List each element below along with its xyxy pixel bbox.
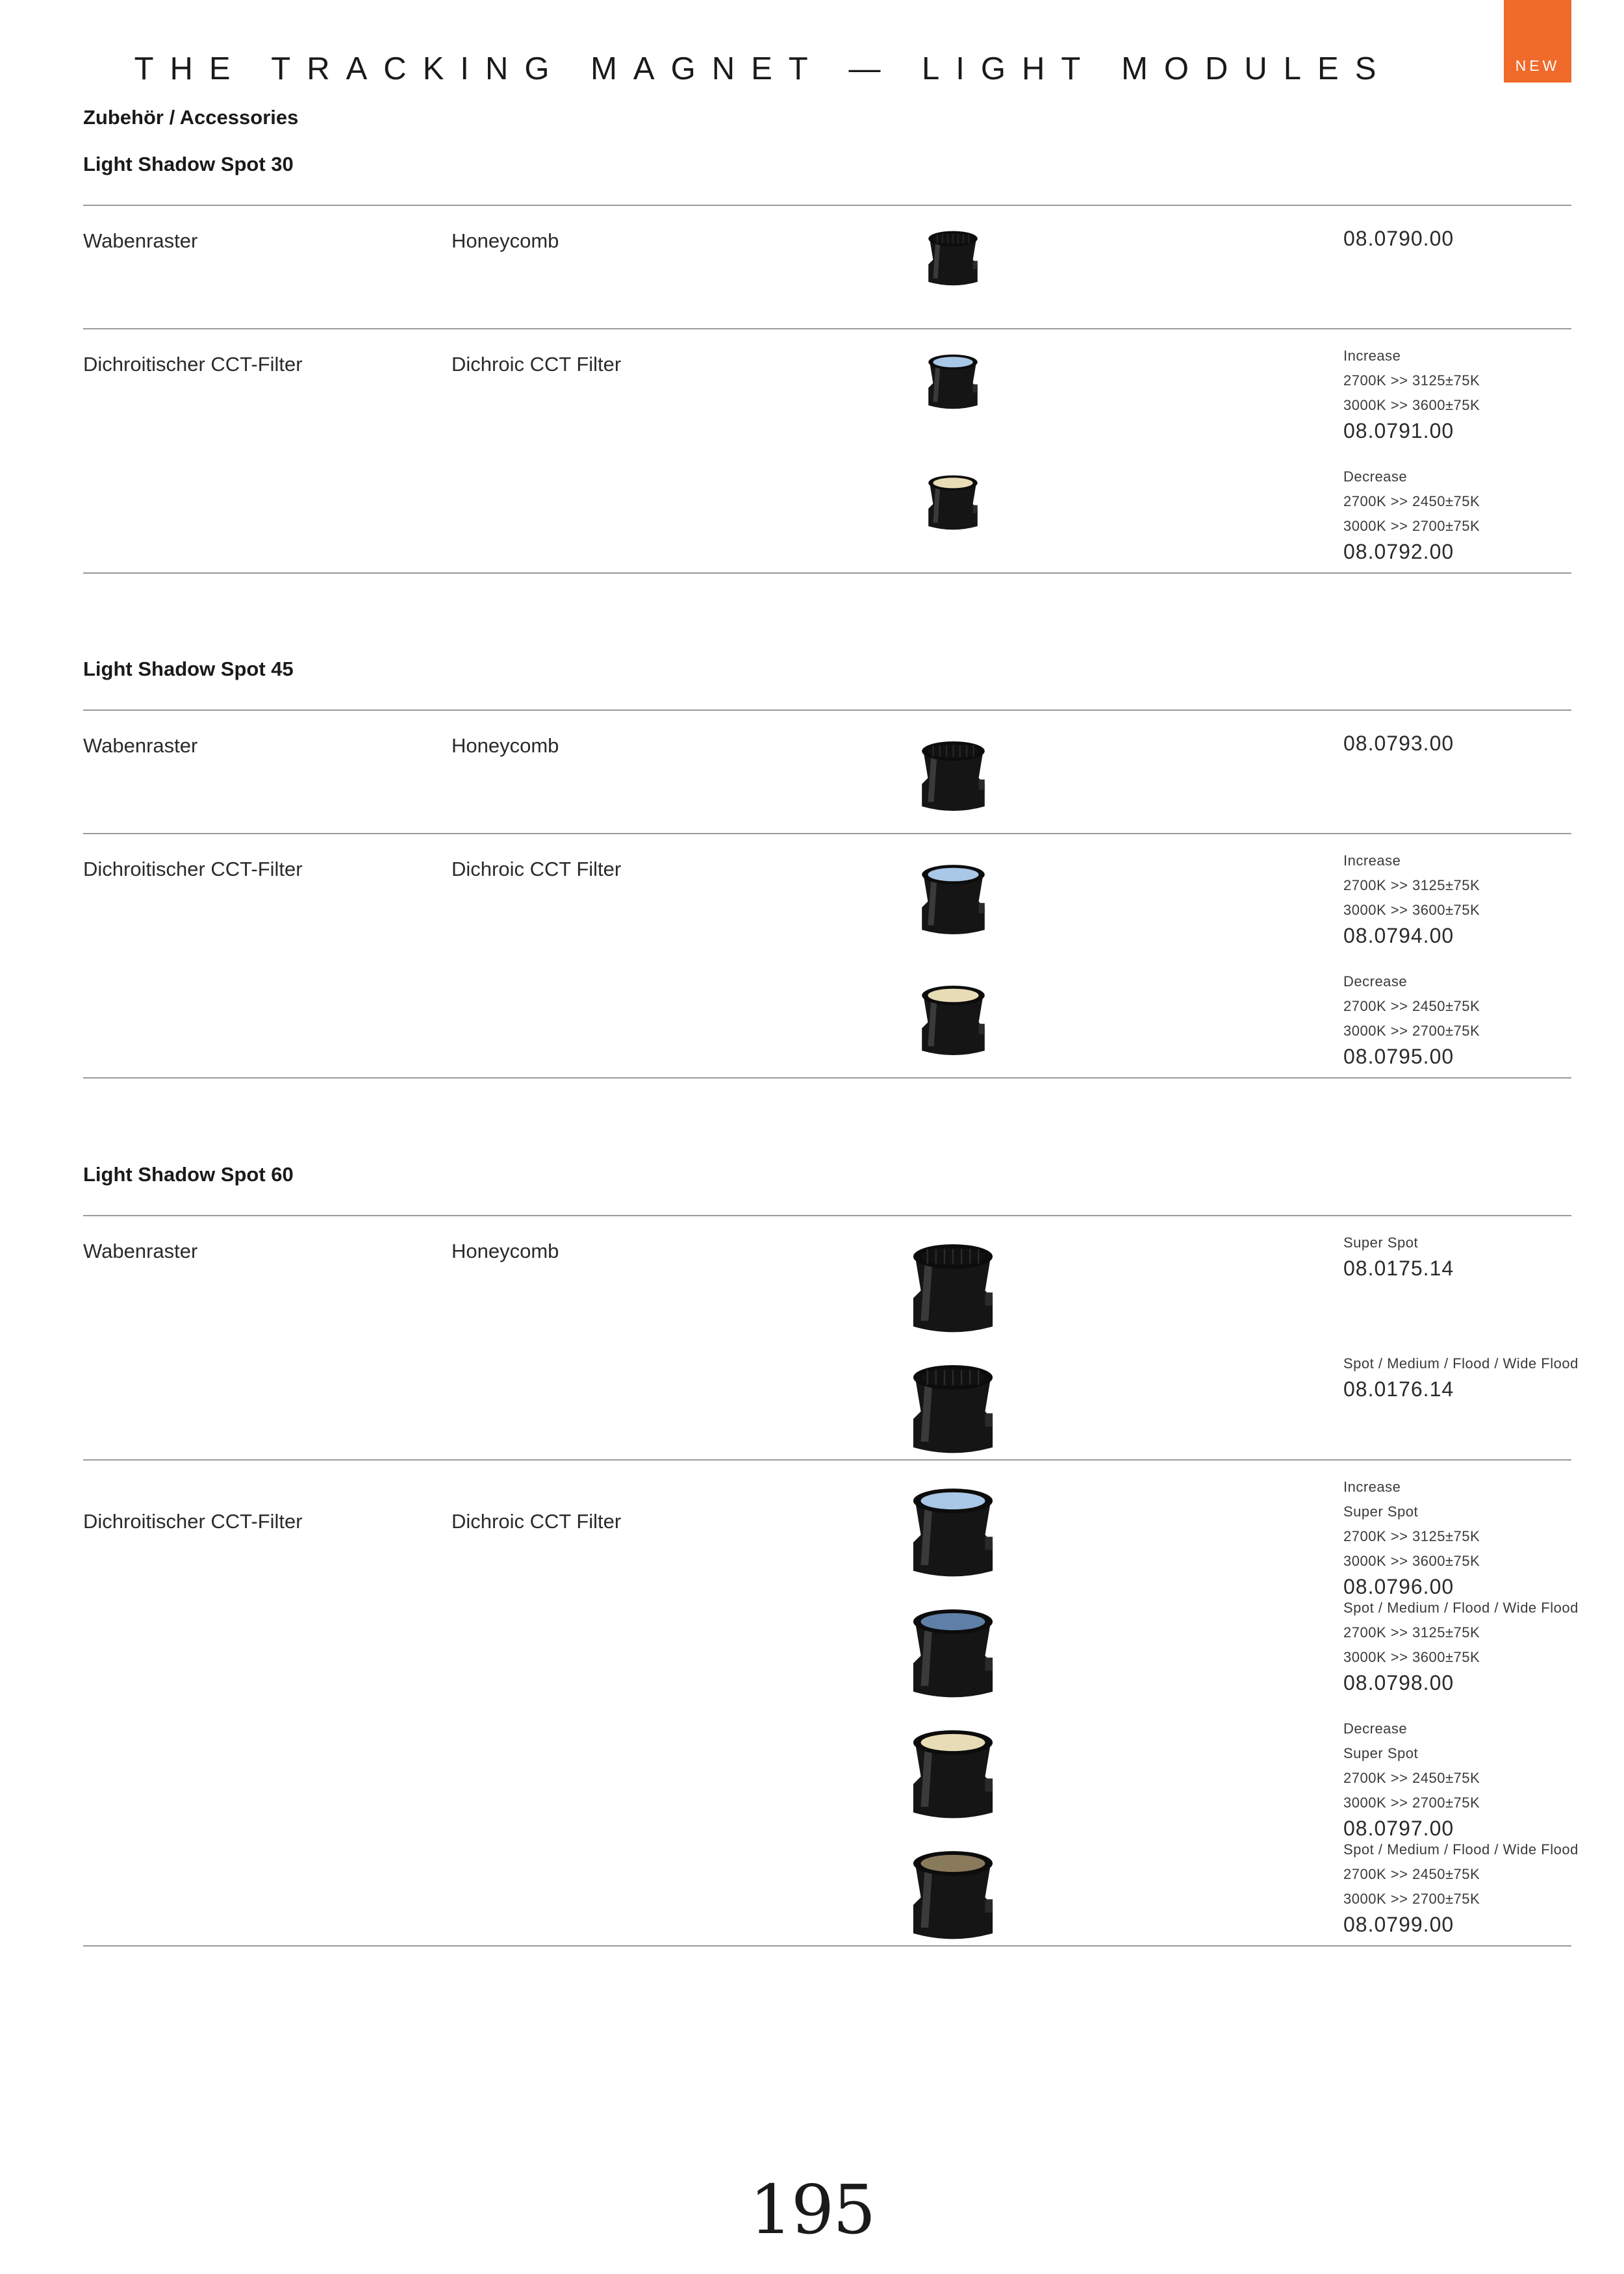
spec-line: Increase xyxy=(1343,1479,1401,1495)
accessory-row xyxy=(83,1461,1579,1947)
spotlight-accessory-icon xyxy=(904,1480,1002,1584)
spec-line: 2700K >> 2450±75K xyxy=(1343,1770,1480,1786)
article-number: 08.0175.14 xyxy=(1343,1257,1454,1280)
accessory-row xyxy=(83,711,1571,834)
product-image xyxy=(916,730,991,824)
spec-line: Decrease xyxy=(1343,468,1408,485)
item-name-en: Honeycomb xyxy=(451,1240,559,1262)
spec-line: 2700K >> 3125±75K xyxy=(1343,1624,1480,1641)
spec-block xyxy=(1343,1351,1579,1402)
spotlight-accessory-icon xyxy=(924,225,982,290)
spec-block xyxy=(1343,969,1480,1069)
spec-line: Increase xyxy=(1343,852,1401,869)
spec-line: 3000K >> 2700±75K xyxy=(1343,518,1480,534)
spec-block xyxy=(1343,730,1454,756)
spec-line: 2700K >> 2450±75K xyxy=(1343,493,1480,509)
product-image xyxy=(904,1357,1002,1464)
spec-block xyxy=(1343,225,1454,251)
spec-line: 2700K >> 2450±75K xyxy=(1343,1866,1480,1882)
page-number: 195 xyxy=(749,2170,875,2249)
article-number: 08.0791.00 xyxy=(1343,419,1454,442)
spec-line: 3000K >> 3600±75K xyxy=(1343,1553,1480,1569)
item-name-de: Wabenraster xyxy=(83,734,198,757)
spotlight-accessory-icon xyxy=(904,1601,1002,1705)
item-name-de: Dichroitischer CCT-Filter xyxy=(83,858,303,880)
spec-line: 2700K >> 2450±75K xyxy=(1343,998,1480,1014)
spec-line: 3000K >> 2700±75K xyxy=(1343,1891,1480,1907)
product-image xyxy=(916,975,991,1069)
spec-line: Spot / Medium / Flood / Wide Flood xyxy=(1343,1841,1579,1858)
spec-line: 3000K >> 2700±75K xyxy=(1343,1795,1480,1811)
spec-line: Super Spot xyxy=(1343,1503,1419,1520)
product-image xyxy=(924,225,982,294)
accessory-row xyxy=(83,834,1571,1079)
product-image xyxy=(904,1480,1002,1587)
spec-line: 2700K >> 3125±75K xyxy=(1343,877,1480,893)
spotlight-accessory-icon xyxy=(904,1722,1002,1826)
item-name-en: Honeycomb xyxy=(451,229,559,252)
new-badge: NEW xyxy=(1504,0,1571,83)
article-number: 08.0797.00 xyxy=(1343,1817,1454,1840)
spotlight-accessory-icon xyxy=(924,349,982,414)
spec-line: Increase xyxy=(1343,348,1401,364)
product-image xyxy=(924,349,982,417)
item-name-en: Dichroic CCT Filter xyxy=(451,353,622,376)
spec-line: 3000K >> 2700±75K xyxy=(1343,1023,1480,1039)
item-name-de: Dichroitischer CCT-Filter xyxy=(83,353,303,376)
article-number: 08.0793.00 xyxy=(1343,732,1454,755)
spec-block xyxy=(1343,1837,1579,1937)
spotlight-accessory-icon xyxy=(904,1236,1002,1340)
spec-line: Super Spot xyxy=(1343,1745,1419,1761)
product-image xyxy=(904,1601,1002,1708)
page-title: THE TRACKING MAGNET — LIGHT MODULES xyxy=(134,51,1393,86)
spec-line: Decrease xyxy=(1343,1720,1408,1737)
spotlight-accessory-icon xyxy=(904,1843,1002,1947)
spec-block xyxy=(1343,1717,1480,1841)
product-image xyxy=(916,854,991,948)
product-image xyxy=(924,470,982,538)
spotlight-accessory-icon xyxy=(916,975,991,1066)
spec-block xyxy=(1343,849,1480,949)
article-number: 08.0790.00 xyxy=(1343,227,1454,250)
item-name-de: Wabenraster xyxy=(83,1240,198,1262)
section-title: Light Shadow Spot 30 xyxy=(83,153,294,175)
spec-line: 3000K >> 3600±75K xyxy=(1343,397,1480,413)
article-number: 08.0176.14 xyxy=(1343,1377,1454,1401)
spec-block xyxy=(1343,465,1480,565)
spec-block xyxy=(1343,1596,1579,1696)
product-section xyxy=(83,658,1571,1079)
section-title: Light Shadow Spot 60 xyxy=(83,1163,294,1186)
spotlight-accessory-icon xyxy=(916,730,991,821)
item-name-de: Dichroitischer CCT-Filter xyxy=(83,1510,303,1533)
spec-line: Super Spot xyxy=(1343,1234,1419,1251)
accessory-row xyxy=(83,206,1571,329)
product-image xyxy=(904,1722,1002,1829)
article-number: 08.0799.00 xyxy=(1343,1913,1454,1936)
spec-line: Spot / Medium / Flood / Wide Flood xyxy=(1343,1600,1579,1616)
section-title: Light Shadow Spot 45 xyxy=(83,658,294,680)
spec-line: Spot / Medium / Flood / Wide Flood xyxy=(1343,1355,1579,1372)
spec-block xyxy=(1343,344,1480,444)
spec-line: Decrease xyxy=(1343,973,1408,990)
item-name-en: Honeycomb xyxy=(451,734,559,757)
accessory-row xyxy=(83,1216,1579,1461)
spec-line: 2700K >> 3125±75K xyxy=(1343,1528,1480,1544)
spec-block xyxy=(1343,1475,1480,1600)
accessory-row xyxy=(83,329,1571,574)
article-number: 08.0798.00 xyxy=(1343,1671,1454,1694)
spec-block xyxy=(1343,1231,1454,1281)
article-number: 08.0795.00 xyxy=(1343,1045,1454,1068)
item-name-en: Dichroic CCT Filter xyxy=(451,1510,622,1533)
product-image xyxy=(904,1843,1002,1950)
spec-line: 3000K >> 3600±75K xyxy=(1343,1649,1480,1665)
product-section xyxy=(83,153,1571,574)
article-number: 08.0792.00 xyxy=(1343,540,1454,563)
spotlight-accessory-icon xyxy=(924,470,982,535)
article-number: 08.0794.00 xyxy=(1343,924,1454,947)
spec-line: 2700K >> 3125±75K xyxy=(1343,372,1480,389)
article-number: 08.0796.00 xyxy=(1343,1575,1454,1598)
accessories-title: Zubehör / Accessories xyxy=(83,106,299,129)
product-section xyxy=(83,1163,1579,1947)
spec-line: 3000K >> 3600±75K xyxy=(1343,902,1480,918)
spotlight-accessory-icon xyxy=(916,854,991,945)
item-name-de: Wabenraster xyxy=(83,229,198,252)
spotlight-accessory-icon xyxy=(904,1357,1002,1461)
item-name-en: Dichroic CCT Filter xyxy=(451,858,622,880)
product-image xyxy=(904,1236,1002,1343)
